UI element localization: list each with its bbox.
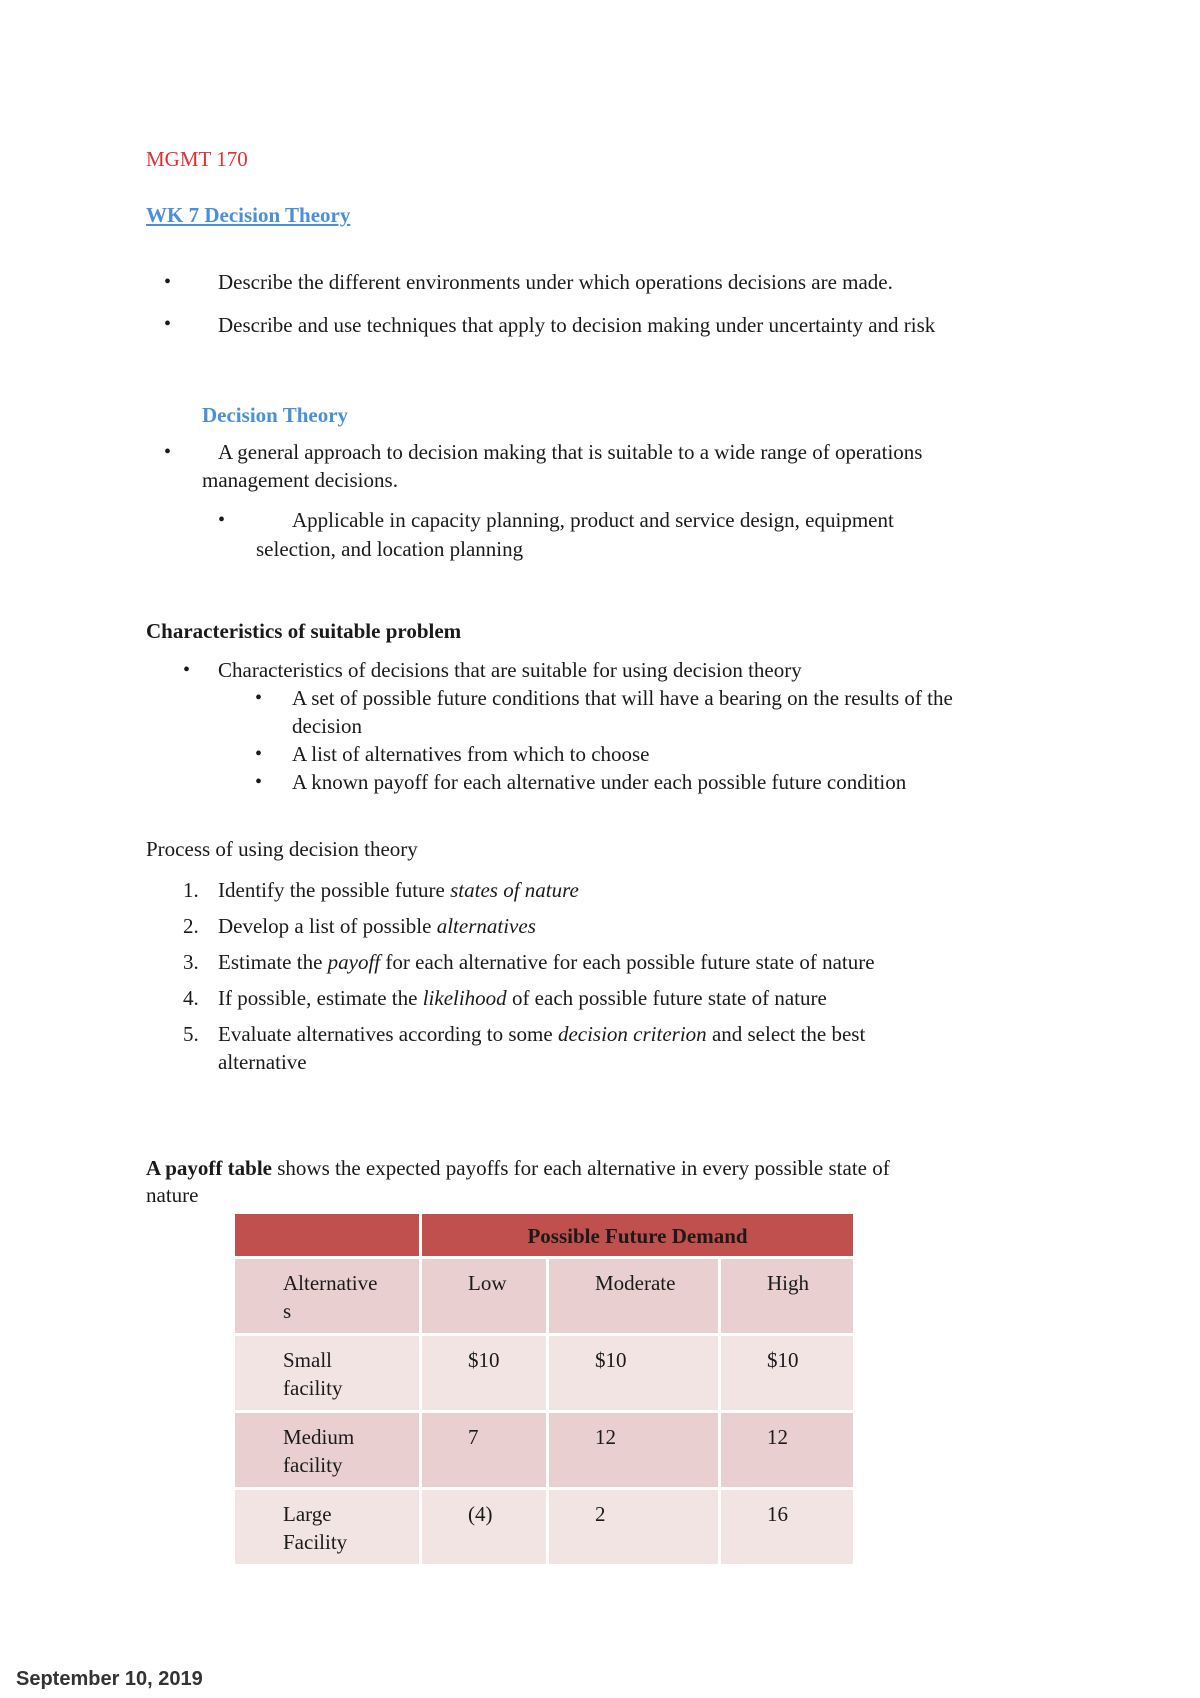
bullet-icon: •: [218, 509, 226, 531]
table-cell: $10: [422, 1336, 546, 1410]
table-cell: Medium facility: [235, 1413, 419, 1487]
objective-2: Describe and use techniques that apply to decision making under uncertainty and risk: [218, 313, 936, 337]
process-step-1: Identify the possible future states of nature: [218, 878, 579, 902]
decision-theory-definition-cont: management decisions.: [202, 468, 398, 492]
table-cell: Large Facility: [235, 1490, 419, 1564]
table-row: [235, 1336, 853, 1410]
table-cell: Alternative s: [235, 1259, 419, 1333]
objective-1: Describe the different environments under which operations decisions are made.: [218, 270, 893, 294]
table-header-span: Possible Future Demand: [422, 1214, 853, 1256]
decision-theory-definition: A general approach to decision making that is suitable to a wide range of operations: [218, 440, 923, 464]
bullet-icon: •: [255, 687, 263, 709]
table-cell: (4): [422, 1490, 546, 1564]
table-cell: Moderate: [549, 1259, 718, 1333]
table-cell: 7: [422, 1413, 546, 1487]
table-cell: $10: [721, 1336, 853, 1410]
bullet-icon: •: [164, 313, 172, 335]
table-cell: High: [721, 1259, 853, 1333]
payoff-intro: A payoff table shows the expected payoffs for each alternative in every possible state of: [146, 1156, 890, 1180]
footer-date: September 10, 2019: [16, 1668, 203, 1690]
bullet-icon: •: [183, 659, 191, 681]
payoff-table: [232, 1211, 856, 1567]
process-intro: Process of using decision theory: [146, 837, 418, 861]
process-step-5-cont: alternative: [218, 1050, 307, 1074]
process-step-num: 5.: [183, 1022, 199, 1046]
table-cell: Small facility: [235, 1336, 419, 1410]
table-cell: Low: [422, 1259, 546, 1333]
bullet-icon: •: [255, 743, 263, 765]
table-cell: 12: [721, 1413, 853, 1487]
bullet-icon: •: [164, 271, 172, 293]
characteristic-item-1-cont: decision: [292, 714, 362, 738]
bullet-icon: •: [164, 441, 172, 463]
decision-theory-application: Applicable in capacity planning, product and service design, equipment: [292, 508, 894, 532]
table-row: [235, 1259, 853, 1333]
week-title[interactable]: WK 7 Decision Theory: [146, 203, 351, 227]
process-step-num: 3.: [183, 950, 199, 974]
payoff-intro-cont: nature: [146, 1183, 199, 1207]
process-step-2: Develop a list of possible alternatives: [218, 914, 536, 938]
process-step-num: 2.: [183, 914, 199, 938]
table-cell: 12: [549, 1413, 718, 1487]
process-step-num: 1.: [183, 878, 199, 902]
table-cell: 2: [549, 1490, 718, 1564]
table-header-row: [235, 1214, 853, 1256]
characteristic-item-2: A list of alternatives from which to choose: [292, 742, 650, 766]
characteristics-intro: Characteristics of decisions that are suitable for using decision theory: [218, 658, 802, 682]
table-row: [235, 1490, 853, 1564]
bullet-icon: •: [255, 771, 263, 793]
decision-theory-heading: Decision Theory: [202, 403, 349, 427]
table-cell: 16: [721, 1490, 853, 1564]
process-step-5: Evaluate alternatives according to some decision criterion and select the best: [218, 1022, 866, 1046]
course-code: MGMT 170: [146, 147, 248, 171]
characteristic-item-3: A known payoff for each alternative under each possible future condition: [292, 770, 907, 794]
process-step-num: 4.: [183, 986, 199, 1010]
characteristics-heading: Characteristics of suitable problem: [146, 619, 462, 643]
process-step-3: Estimate the payoff for each alternative for each possible future state of nature: [218, 950, 875, 974]
characteristic-item-1: A set of possible future conditions that will have a bearing on the results of the: [292, 686, 953, 710]
table-header-empty-cell: [235, 1214, 419, 1256]
table-cell: $10: [549, 1336, 718, 1410]
decision-theory-application-cont: selection, and location planning: [256, 537, 524, 561]
table-row: [235, 1413, 853, 1487]
process-step-4: If possible, estimate the likelihood of each possible future state of nature: [218, 986, 827, 1010]
